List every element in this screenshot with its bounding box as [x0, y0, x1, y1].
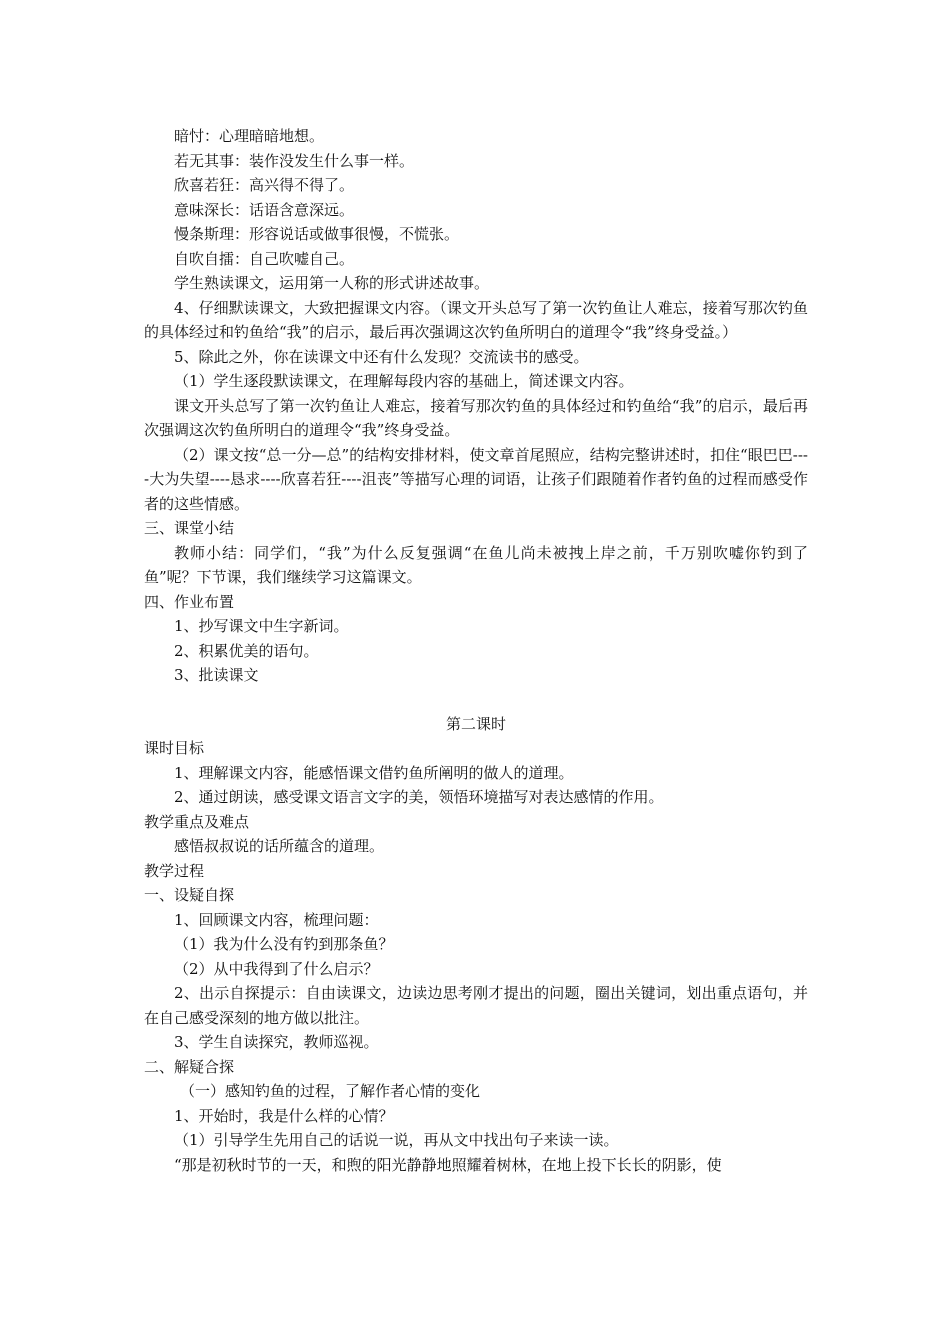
vocab-line: 意味深长：话语含意深远。 [174, 200, 355, 219]
subsection-heading: （一）感知钓鱼的过程，了解作者心情的变化 [180, 1082, 481, 1100]
list-item: 1、理解课文内容，能感悟课文借钓鱼所阐明的做人的道理。 [174, 763, 574, 782]
section-heading: 三、课堂小结 [144, 519, 235, 537]
section-heading: 四、作业布置 [144, 592, 235, 611]
list-item: 1、开始时，我是什么样的心情？ [174, 1106, 394, 1125]
vocab-line: 自吹自擂：自己吹嘘自己。 [174, 249, 355, 268]
list-item: 2、积累优美的语句。 [174, 641, 319, 660]
vocab-line: 慢条斯理：形容说话或做事很慢，不慌张。 [174, 225, 460, 243]
vocab-line: 欣喜若狂：高兴得不得了。 [174, 176, 355, 194]
section-heading: 一、设疑自探 [144, 886, 235, 904]
text-line: “那是初秋时节的一天，和煦的阳光静静地照耀着树林，在地上投下长长的阴影，使 [174, 1155, 722, 1174]
section-heading: 课时目标 [144, 739, 205, 757]
section-heading: 二、解疑合探 [144, 1057, 235, 1076]
paragraph: 课文开头总写了第一次钓鱼让人难忘，接着写那次钓鱼的具体经过和钓鱼给“我”的启示，最后再次强调这次钓鱼所明白的道理令“我”终身受益。 [144, 396, 808, 439]
list-item: （1）我为什么没有钓到那条鱼？ [174, 935, 394, 953]
text-line: 5、除此之外，你在读课文中还有什么发现？交流读书的感受。 [174, 347, 589, 366]
paragraph: 教师小结：同学们，“我”为什么反复强调“在鱼儿尚未被拽上岸之前，千万别吹嘘你钓到了鱼”呢？下节课，我们继续学习这篇课文。 [144, 543, 808, 586]
vocab-line: 若无其事：装作没发生什么事一样。 [174, 151, 415, 170]
list-item: 1、回顾课文内容，梳理问题： [174, 910, 379, 929]
section-heading: 教学重点及难点 [144, 812, 250, 831]
vocab-line: 暗忖：心理暗暗地想。 [174, 127, 325, 145]
list-item: 1、抄写课文中生字新词。 [174, 617, 349, 635]
paragraph: 4、仔细默读课文，大致把握课文内容。（课文开头总写了第一次钓鱼让人难忘，接着写那次钓鱼的具体经过和钓鱼给“我”的启示，最后再次强调这次钓鱼所明白的道理令“我”终身受益。） [144, 298, 808, 341]
section-heading: 教学过程 [144, 861, 205, 880]
list-item: 3、批读课文 [174, 666, 259, 684]
text-line: （1）学生逐段默读课文，在理解每段内容的基础上，简述课文内容。 [174, 372, 634, 390]
list-item: 3、学生自读探究，教师巡视。 [174, 1033, 379, 1051]
list-item: 2、通过朗读，感受课文语言文字的美，领悟环境描写对表达感情的作用。 [174, 788, 664, 806]
list-item: （2）从中我得到了什么启示？ [174, 959, 379, 978]
lesson-title: 第二课时 [445, 714, 506, 733]
paragraph: （2）课文按“总一分—总”的结构安排材料，使文章首尾照应，结构完整讲述时，扣住“眼巴巴----大为失望----恳求----欣喜若狂----沮丧”等描写心理的词语，让孩子们跟随着作者钓鱼的过程而感受作者的这些情感。 [144, 445, 808, 513]
text-line: 学生熟读课文，运用第一人称的形式讲述故事。 [174, 274, 490, 292]
text-line: 感悟叔叔说的话所蕴含的道理。 [174, 837, 385, 855]
document-page [144, 124, 808, 1177]
paragraph: 2、出示自探提示：自由读课文，边读边思考刚才提出的问题，圈出关键词，划出重点语句，并在自己感受深刻的地方做以批注。 [144, 984, 808, 1027]
list-item: （1）引导学生先用自己的话说一说，再从文中找出句子来读一读。 [174, 1131, 619, 1149]
